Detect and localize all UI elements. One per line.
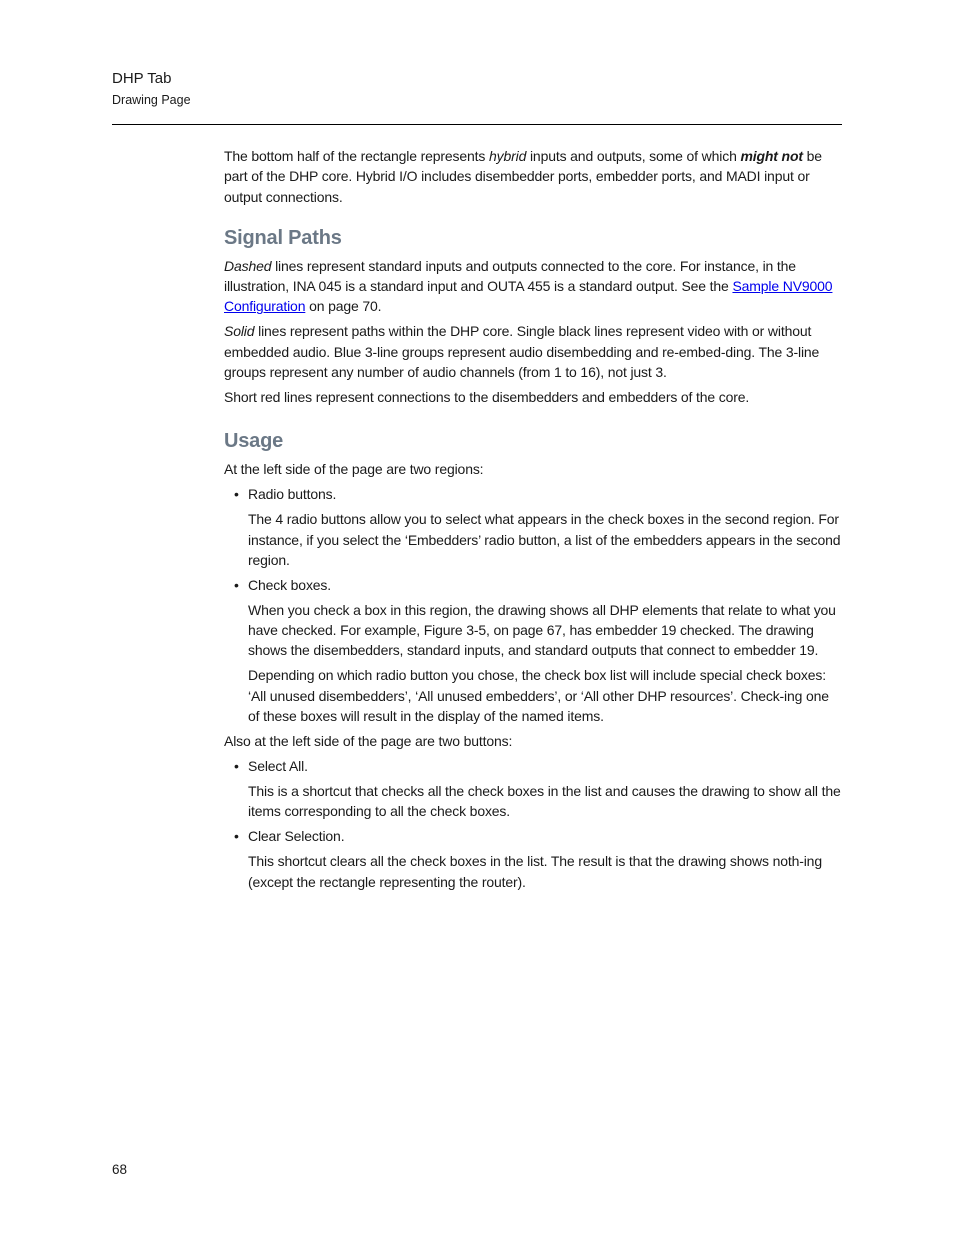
page-body [224, 146, 842, 897]
list-item-radio-buttons [224, 484, 842, 504]
usage-intro: At the left side of the page are two regions: [224, 461, 484, 478]
intro-text-1: The bottom half of the rectangle represents [224, 148, 489, 164]
bullet-icon: • [234, 758, 239, 775]
radio-buttons-description: The 4 radio buttons allow you to select what appears in the check boxes in the second region. For instance, if you select the ‘Embedders’ radio button, a list of the embedders appears in the second region. [248, 511, 841, 568]
solid-emphasis: Solid [224, 323, 255, 340]
list-item-check-boxes [224, 575, 842, 595]
dashed-emphasis: Dashed [224, 257, 272, 274]
header-divider [112, 124, 842, 125]
running-header-subtitle: Drawing Page [112, 93, 191, 107]
bullet-icon: • [234, 486, 239, 503]
solid-lines-paragraph [224, 321, 842, 382]
signal-paths-heading: Signal Paths [224, 226, 342, 249]
dashed-after-link: on page 70. [305, 298, 382, 315]
intro-emphasis-hybrid: hybrid [489, 148, 527, 164]
intro-text-3: be part of the DHP core. Hybrid I/O includes disembedder ports, embedder ports, and MADI input or output connections. [224, 148, 822, 205]
usage-heading: Usage [224, 430, 284, 453]
intro-text-2: inputs and outputs, some of which [526, 148, 741, 164]
usage-intro-2: Also at the left side of the page are two buttons: [224, 733, 513, 750]
intro-emphasis-might-not: might not [740, 148, 803, 164]
list-item-label: Radio buttons. [248, 486, 337, 503]
page-number: 68 [112, 1162, 128, 1177]
bullet-icon: • [234, 828, 239, 845]
clear-selection-description: This shortcut clears all the check boxes in the list. The result is that the drawing shows noth-ing (except the rectangle representing the router). [248, 853, 822, 890]
dashed-lines-paragraph [224, 256, 842, 317]
check-boxes-description-1: When you check a box in this region, the drawing shows all DHP elements that relate to what you have checked. For example, Figure 3-5, on page 67, has embedder 19 checked. The drawing shows the disembedders, standard inputs, and standard outputs that connect to embedder 19. [248, 601, 836, 659]
list-item-label: Check boxes. [248, 576, 332, 593]
solid-text: lines represent paths within the DHP core. Single black lines represent video with or without embedded audio. Blue 3-line groups represent audio disembedding and re-embed-ding. The 3-line groups represent any number of audio channels (from 1 to 16), not just 3. [224, 323, 820, 381]
select-all-description: This is a shortcut that checks all the check boxes in the list and causes the drawing to show all the items corresponding to all the check boxes. [248, 783, 841, 820]
check-boxes-description-2: Depending on which radio button you chose, the check box list will include special check boxes: ‘All unused disembedders’, ‘All unused embedders’, or ‘All other DHP resources’. Check-ing one of these boxes will result in the display of the named items. [248, 667, 829, 725]
list-item-label: Select All. [248, 758, 308, 775]
intro-paragraph [224, 146, 842, 207]
list-item-clear-selection [224, 826, 842, 846]
running-header-title: DHP Tab [112, 70, 172, 87]
sample-config-link[interactable]: Sample NV9000 Configuration [224, 278, 833, 315]
bullet-icon: • [234, 576, 239, 593]
list-item-select-all [224, 756, 842, 776]
red-lines-paragraph: Short red lines represent connections to the disembedders and embedders of the core. [224, 389, 750, 406]
dashed-text: lines represent standard inputs and outputs connected to the core. For instance, in the illustration, INA 045 is a standard input and OUTA 455 is a standard output. See the [224, 257, 796, 295]
list-item-label: Clear Selection. [248, 828, 345, 845]
